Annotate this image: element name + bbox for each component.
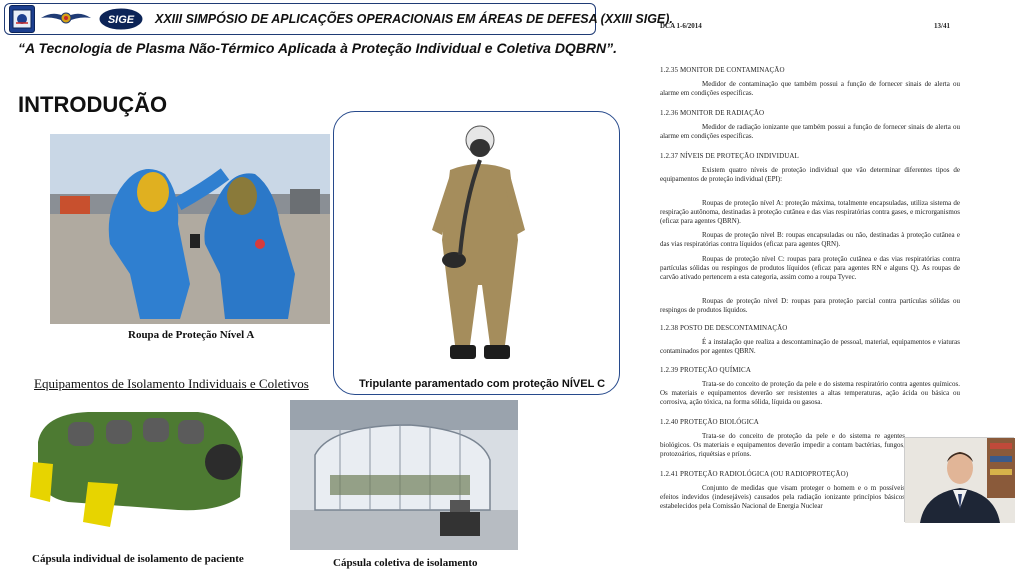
sige-logo-text: SIGE bbox=[107, 14, 135, 26]
collective-capsule-caption: Cápsula coletiva de isolamento bbox=[333, 557, 478, 569]
level-a-caption: Roupa de Proteção Nível A bbox=[128, 329, 255, 341]
sige-logo-icon bbox=[97, 6, 145, 32]
doc-section-title: 1.2.41 PROTEÇÃO RADIOLÓGICA (OU RADIOPROTEÇÃO) bbox=[660, 470, 849, 478]
doc-section bbox=[660, 109, 960, 141]
doc-section-title: 1.2.40 PROTEÇÃO BIOLÓGICA bbox=[660, 418, 759, 426]
doc-section bbox=[660, 194, 960, 226]
doc-section-title: 1.2.38 POSTO DE DESCONTAMINAÇÃO bbox=[660, 324, 788, 332]
doc-section-body: Roupas de proteção nível B: roupas encapsuladas ou não, destinadas à proteção cutânea e das vias respiratórias contra líquidos (eficaz para agentes QRN). bbox=[660, 231, 960, 248]
presenter-webcam-feed bbox=[904, 437, 1014, 522]
doc-section bbox=[660, 226, 960, 249]
individual-capsule-caption: Cápsula individual de isolamento de paciente bbox=[32, 553, 244, 565]
document-page-number: 13/41 bbox=[934, 22, 950, 30]
doc-section-title: 1.2.36 MONITOR DE RADIAÇÃO bbox=[660, 109, 765, 117]
doc-section bbox=[660, 66, 960, 98]
level-a-suit-photo bbox=[50, 134, 330, 324]
document-code: DCA 1-6/2014 bbox=[660, 22, 702, 30]
doc-section-title: 1.2.35 MONITOR DE CONTAMINAÇÃO bbox=[660, 66, 785, 74]
collective-capsule-photo bbox=[290, 400, 518, 550]
document-header bbox=[660, 22, 950, 31]
doc-section bbox=[660, 366, 960, 407]
level-c-suit-photo bbox=[420, 120, 540, 370]
doc-section-body: Conjunto de medidas que visam proteger o homem e o m possíveis efeitos indevidos (indesejáveis) causados pela radiação ionizante princípios básicos estabelecidos pela Comissão Nacional de Energia Nuclear bbox=[660, 484, 905, 510]
individual-capsule-photo bbox=[28, 402, 250, 530]
doc-section-body: Roupas de proteção nível A: proteção máxima, totalmente encapsuladas, utiliza sistema de respiração autônoma, destinadas à proteção cutânea e das vias respiratórias contra gases, e microrganismos (eficaz para agentes QBRN). bbox=[660, 199, 960, 225]
doc-section-body: É a instalação que realiza a descontaminação de pessoal, material, equipamentos e viaturas contaminados por agentes QBRN. bbox=[660, 338, 960, 355]
doc-section-body: Trata-se do conceito de proteção da pele e do sistema respiratório contra agentes químicos. Os materiais e equipamentos deverão ser resistentes a altas temperaturas, ação ácida ou básica ou corrosiva, ação tóxica, na forma sólida, líquida ou gasosa. bbox=[660, 380, 960, 406]
doc-section-body: Trata-se do conceito de proteção da pele e do sistema re agentes biológicos. Os materiais e equipamentos deverão impedir a contam bactérias, fungos, protozoários, riquétsias e príons. bbox=[660, 432, 905, 458]
doc-section-body: Medidor de contaminação que também possui a função de fornecer sinais de alerta ou alarme em condições específicas. bbox=[660, 80, 960, 97]
wings-logo-icon bbox=[39, 6, 93, 32]
doc-section bbox=[660, 152, 960, 184]
presentation-subtitle: “A Tecnologia de Plasma Não-Térmico Aplicada à Proteção Individual e Coletiva DQBRN”. bbox=[18, 40, 618, 56]
emblem-logo-icon bbox=[9, 5, 35, 33]
doc-section-title: 1.2.39 PROTEÇÃO QUÍMICA bbox=[660, 366, 751, 374]
header-banner bbox=[4, 3, 673, 35]
doc-section-body: Existem quatro níveis de proteção individual que vão determinar diferentes tipos de equipamentos de proteção individual (EPI): bbox=[660, 166, 960, 183]
level-c-caption: Tripulante paramentado com proteção NÍVEL C bbox=[359, 378, 606, 390]
doc-section bbox=[660, 292, 960, 315]
doc-section bbox=[660, 250, 960, 282]
doc-section-body: Roupas de proteção nível D: roupas para proteção parcial contra partículas sólidas ou respingos de produtos líquidos. bbox=[660, 297, 960, 314]
doc-section-title: 1.2.37 NÍVEIS DE PROTEÇÃO INDIVIDUAL bbox=[660, 152, 799, 160]
section-title: INTRODUÇÃO bbox=[18, 92, 168, 117]
doc-section-body: Medidor de radiação ionizante que também possui a função de fornecer sinais de alerta ou alarme em condições específicas. bbox=[660, 123, 960, 140]
doc-section-body: Roupas de proteção nível C: roupas para proteção cutânea e das vias respiratórias contra partículas sólidas ou respingos de produtos líquidos (eficaz para agentes RN e alguns Q). As roupas de carvão ativado pertencem a esta categoria, assim como a roupa Tyvec. bbox=[660, 255, 960, 281]
equipment-heading: Equipamentos de Isolamento Individuais e Coletivos bbox=[34, 376, 309, 391]
header-title: XXIII SIMPÓSIO DE APLICAÇÕES OPERACIONAIS EM ÁREAS DE DEFESA (XXIII SIGE). bbox=[155, 12, 673, 26]
doc-section bbox=[660, 324, 960, 356]
